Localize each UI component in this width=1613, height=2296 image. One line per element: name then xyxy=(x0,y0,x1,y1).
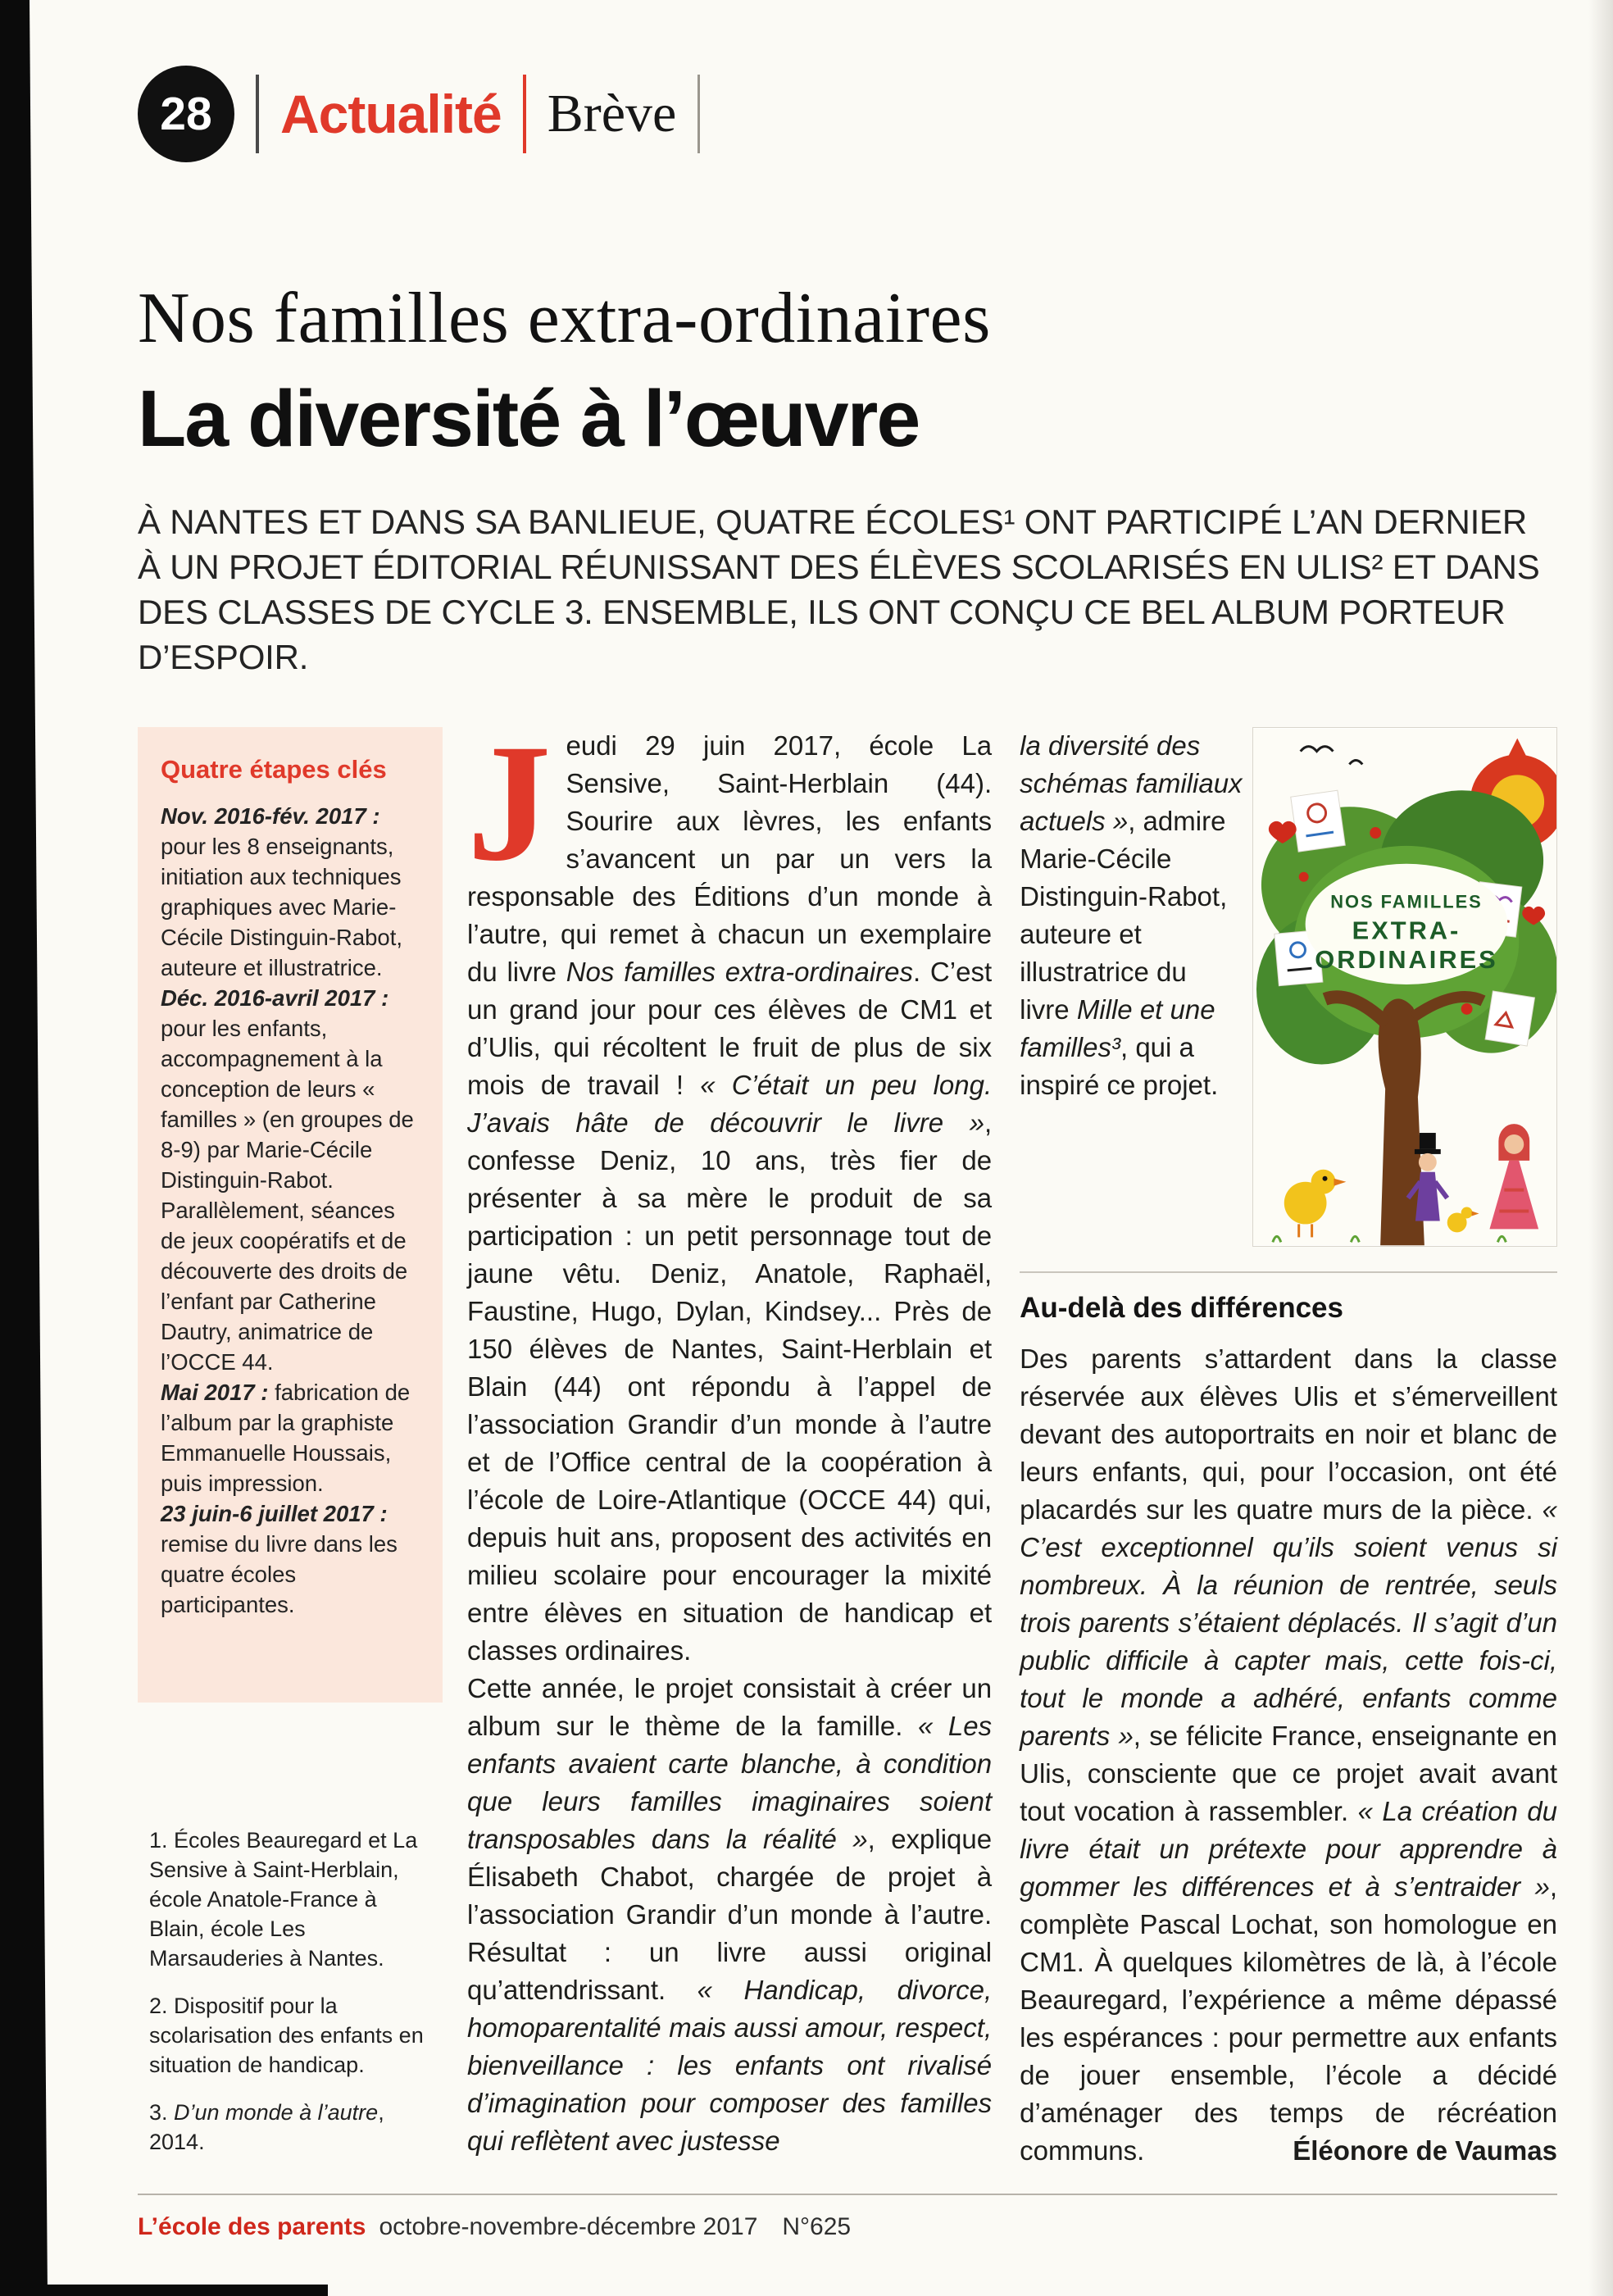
page-header xyxy=(138,64,1557,164)
svg-text:ORDINAIRES: ORDINAIRES xyxy=(1315,945,1498,975)
svg-text:EXTRA-: EXTRA- xyxy=(1352,916,1461,945)
key-step-4: 23 juin-6 juillet 2017 : remise du livre dans les quatre écoles participantes. xyxy=(161,1501,398,1617)
subsection-label: Brève xyxy=(547,84,677,143)
crosshead: Au-delà des différences xyxy=(1020,1271,1557,1327)
drop-cap: J xyxy=(467,710,552,896)
book-cover-illustration xyxy=(1252,727,1557,1247)
right-column xyxy=(1020,727,1557,2170)
article-main-title: La diversité à l’œuvre xyxy=(138,374,920,463)
footnote-2: 2. Dispositif pour la scolarisation des enfants en situation de handicap. xyxy=(149,1994,424,2077)
scan-edge-right xyxy=(1588,0,1613,2296)
magazine-name: L’école des parents xyxy=(138,2213,366,2240)
key-step-2: Déc. 2016-avril 2017 : pour les enfants, accompagnement à la conception de leurs « familles » (en groupes de 8-9) par Marie-Cécile Distinguin-Rabot. Parallèlement, séances de jeux coopératifs et de découverte des droits de l’enfant par Catherine Dautry, animatrice de l’OCCE 44. xyxy=(161,985,414,1375)
body-paragraph-4: Des parents s’attardent dans la classe réservée aux élèves Ulis et s’émerveillent devant des autoportraits en noir et blanc de leurs enfants, qui, pour l’occasion, ont été placardés sur les quatre murs de la pièce. « C’est exceptionnel qu’ils soient venus si nombreux. À la réunion de rentrée, seuls trois parents s’étaient déplacés. Il s’agit d’un public difficile à capter mais, cette fois-ci, tout le monde a adhéré, enfants comme parents », se félicite France, enseignante en Ulis, consciente que ce projet avait avant tout vocation à rassembler. « La création du livre était un prétexte pour apprendre à gommer les différences et à s’entraider », complète Pascal Lochat, son homologue en CM1. À quelques kilomètres de là, à l’école Beauregard, l’expérience a même dépassé les espérances : pour permettre aux enfants de jouer ensemble, l’école a décidé d’aménager des temps de récréation communs. xyxy=(1020,1344,1558,2166)
key-steps-box xyxy=(138,727,443,1703)
header-divider-dark xyxy=(256,75,259,153)
body-paragraph-1: Jeudi 29 juin 2017, école La Sensive, Saint-Herblain (44). Sourire aux lèvres, les enfants s’avancent un par un vers la responsable des Éditions d’un monde à l’autre, qui remet à chacun un exemplaire du livre Nos familles extra-ordinaires. C’est un grand jour pour ces élèves de CM1 et d’Ulis, qui récoltent le fruit de plus de six mois de travail ! « C’était un peu long. J’avais hâte de découvrir le livre », confesse Deniz, 10 ans, très fier de présenter à sa mère le produit de sa participation : un petit personnage tout de jaune vêtu. Deniz, Anatole, Raphaël, Faustine, Hugo, Dylan, Kindsey... Près de 150 élèves de Nantes, Saint-Herblain et Blain (44) ont répondu à l’appel de l’association Grandir d’un monde à l’autre et de l’Office central de la coopération à l’école de Loire-Atlantique (OCCE 44) qui, depuis huit ans, proposent des activités en milieu scolaire pour encourager la mixité entre élèves en situation de handicap et classes ordinaires. xyxy=(467,710,993,1666)
narrow-text-column xyxy=(1020,727,1243,1247)
footnote-1: 1. Écoles Beauregard et La Sensive à Saint-Herblain, école Anatole-France à Blain, école Les Marsauderies à Nantes. xyxy=(149,1828,418,1971)
article-kicker-title: Nos familles extra-ordinaires xyxy=(138,279,991,358)
page-footer xyxy=(138,2194,1557,2241)
standfirst: À NANTES ET DANS SA BANLIEUE, QUATRE ÉCOLES¹ ONT PARTICIPÉ L’AN DERNIER À UN PROJET ÉDITORIAL RÉUNISSANT DES ÉLÈVES SCOLARISÉS EN ULIS² ET DANS DES CLASSES DE CYCLE 3. ENSEMBLE, ILS ONT CONÇU CE BEL ALBUM PORTEUR D’ESPOIR. xyxy=(138,502,1540,676)
header-divider-gray xyxy=(697,75,700,153)
article-columns xyxy=(138,710,1558,2175)
svg-text:NOS FAMILLES: NOS FAMILLES xyxy=(1330,891,1483,912)
header-divider-red xyxy=(523,75,526,153)
scan-edge-left xyxy=(0,0,51,2296)
issue-number: N°625 xyxy=(782,2213,852,2240)
footnotes xyxy=(149,1825,438,2157)
body-paragraph-2: Cette année, le projet consistait à créer un album sur le thème de la famille. « Les enfants avaient carte blanche, à condition que leurs familles imaginaires soient transposables dans la réalité », explique Élisabeth Chabot, chargée de projet à l’association Grandir d’un monde à l’autre. Résultat : un livre aussi original qu’attendrissant. « Handicap, divorce, homoparentalité mais aussi amour, respect, bienveillance : les enfants ont rivalisé d’imagination pour composer des familles qui reflètent avec justesse xyxy=(467,1673,993,2156)
book-cover xyxy=(1252,727,1557,1247)
scan-edge-bottom xyxy=(0,2285,328,2296)
left-column xyxy=(138,727,443,2175)
page-number-badge xyxy=(138,66,234,162)
body-paragraph-3: la diversité des schémas familiaux actuels », admire Marie-Cécile Distinguin-Rabot, auteure et illustratrice du livre Mille et une familles³, qui a inspiré ce projet. xyxy=(1020,730,1243,1100)
key-steps-heading: Quatre étapes clés xyxy=(161,755,387,784)
page-number: 28 xyxy=(160,88,212,140)
issue-date: octobre-novembre-décembre 2017 xyxy=(379,2213,758,2240)
section-label: Actualité xyxy=(280,84,502,144)
footnote-3: 3. D’un monde à l’autre, 2014. xyxy=(149,2100,384,2154)
key-step-1: Nov. 2016-fév. 2017 : pour les 8 enseignants, initiation aux techniques graphiques avec Marie-Cécile Distinguin-Rabot, auteure et illustratrice. xyxy=(161,803,402,980)
page-content xyxy=(138,0,1557,2175)
right-column-top xyxy=(1020,727,1557,1247)
middle-column xyxy=(467,710,993,2160)
author-byline: Éléonore de Vaumas xyxy=(1293,2135,1557,2166)
key-step-3: Mai 2017 : fabrication de l’album par la graphiste Emmanuelle Houssais, puis impression. xyxy=(161,1380,411,1496)
cover-title-cloud xyxy=(1306,864,1508,984)
